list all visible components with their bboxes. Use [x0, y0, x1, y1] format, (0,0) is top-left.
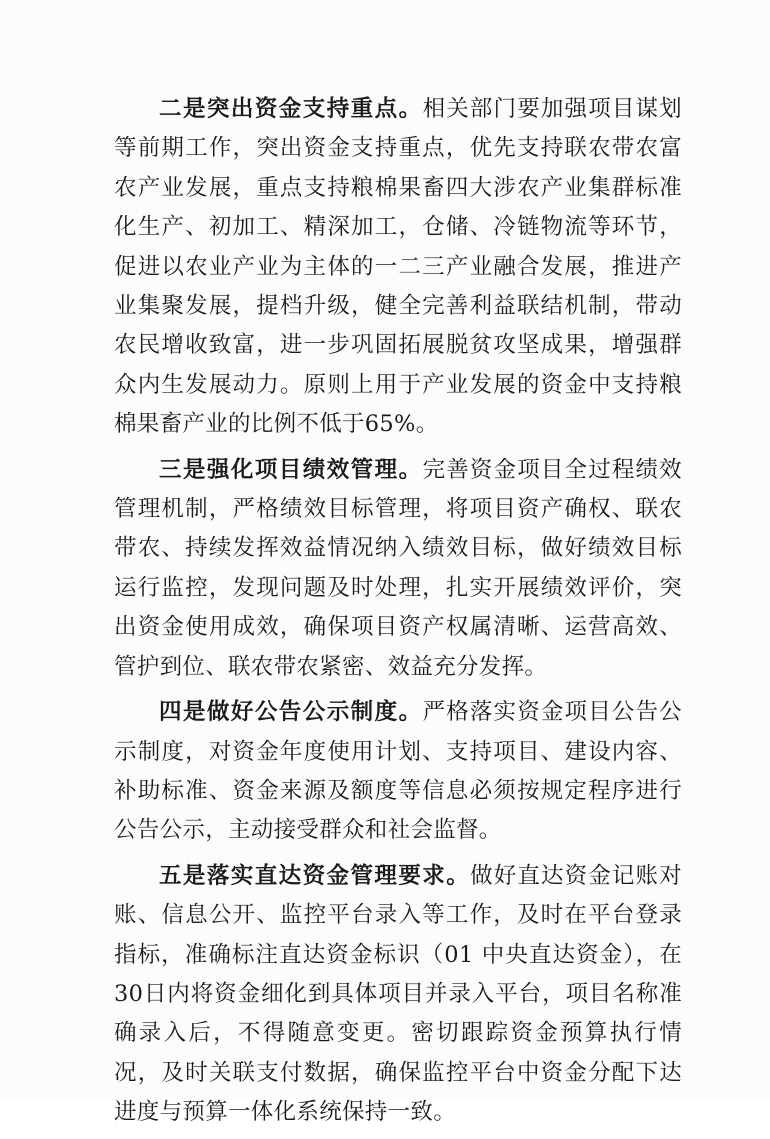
paragraph-text: 做好直达资金记账对账、信息公开、监控平台录入等工作，及时在平台登录指标，准确标注直达资金标识（01 中央直达资金），在30日内将资金细化到具体项目并录入平台，项目名称准确录入后，不得随意变更。密切跟踪资金预算执行情况，及时关联支付数据，确保监控平台中资金分配下达进度与预算一体化系统保持一致。: [114, 862, 682, 1126]
document-body: [114, 90, 682, 1139]
paragraph-heading: 三是强化项目绩效管理。: [159, 456, 423, 483]
paragraph-public-notice: [114, 693, 682, 851]
paragraph-heading: 四是做好公告公示制度。: [159, 699, 423, 726]
paragraph-direct-funds: [114, 857, 682, 1133]
paragraph-text: 相关部门要加强项目谋划等前期工作，突出资金支持重点，优先支持联农带农富农产业发展，重点支持粮棉果畜四大涉农产业集群标准化生产、初加工、精深加工，仓储、冷链物流等环节，促进以农业产业为主体的一二三产业融合发展，推进产业集聚发展，提档升级，健全完善利益联结机制，带动农民增收致富，进一步巩固拓展脱贫攻坚成果，增强群众内生发展动力。原则上用于产业发展的资金中支持粮棉果畜产业的比例不低于65%。: [114, 96, 682, 438]
paragraph-text: 严格落实资金项目公告公示制度，对资金年度使用计划、支持项目、建设内容、补助标准、资金来源及额度等信息必须按规定程序进行公告公示，主动接受群众和社会监督。: [114, 699, 682, 844]
paragraph-heading: 二是突出资金支持重点。: [159, 96, 423, 122]
paragraph-text: 完善资金项目全过程绩效管理机制，严格绩效目标管理，将项目资产确权、联农带农、持续发挥效益情况纳入绩效目标，做好绩效目标运行监控，发现问题及时处理，扎实开展绩效评价，突出资金使用成效，确保项目资产权属清晰、运营高效、管护到位、联农带农紧密、效益充分发挥。: [114, 456, 682, 680]
paragraph-funding-priorities: [114, 90, 682, 445]
paragraph-performance-management: [114, 451, 682, 687]
paragraph-heading: 五是落实直达资金管理要求。: [159, 862, 471, 889]
